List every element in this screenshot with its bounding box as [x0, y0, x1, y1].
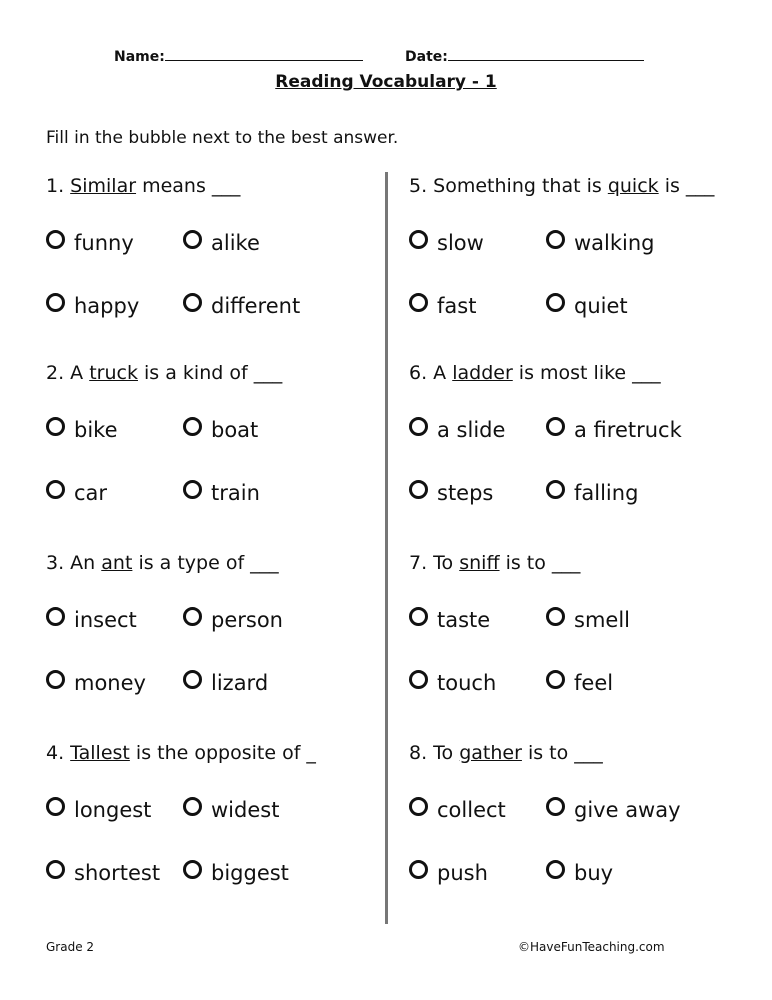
- bubble-icon[interactable]: [183, 480, 202, 499]
- answer-option[interactable]: [46, 294, 139, 318]
- option-label: car: [74, 481, 108, 505]
- option-label: steps: [437, 481, 494, 505]
- bubble-icon[interactable]: [546, 670, 565, 689]
- vocab-word: ladder: [452, 362, 513, 384]
- vocab-word: gather: [459, 742, 522, 764]
- bubble-icon[interactable]: [183, 230, 202, 249]
- bubble-icon[interactable]: [409, 670, 428, 689]
- answer-option[interactable]: [546, 671, 613, 695]
- option-label: lizard: [211, 671, 269, 695]
- question-prefix: An: [70, 552, 102, 574]
- answer-option[interactable]: [546, 481, 638, 505]
- question-prefix: Something that is: [433, 175, 608, 197]
- question-number: 7.: [409, 552, 434, 574]
- bubble-icon[interactable]: [46, 797, 65, 816]
- option-label: funny: [74, 231, 134, 255]
- answer-option[interactable]: [46, 481, 107, 505]
- name-label: Name:: [114, 49, 165, 65]
- name-line[interactable]: [165, 46, 363, 61]
- option-label: push: [437, 861, 488, 885]
- answer-option[interactable]: [183, 671, 268, 695]
- bubble-icon[interactable]: [409, 860, 428, 879]
- bubble-icon[interactable]: [46, 417, 65, 436]
- bubble-icon[interactable]: [546, 417, 565, 436]
- bubble-icon[interactable]: [546, 860, 565, 879]
- option-label: alike: [211, 231, 260, 255]
- vocab-word: truck: [89, 362, 138, 384]
- bubble-icon[interactable]: [183, 670, 202, 689]
- answer-option[interactable]: [546, 861, 613, 885]
- instructions: Fill in the bubble next to the best answer.: [46, 128, 399, 148]
- bubble-icon[interactable]: [546, 480, 565, 499]
- question-number: 6.: [409, 362, 434, 384]
- bubble-icon[interactable]: [546, 607, 565, 626]
- option-label: fast: [437, 294, 477, 318]
- option-label: feel: [574, 671, 614, 695]
- bubble-icon[interactable]: [46, 670, 65, 689]
- question-prefix: To: [433, 742, 460, 764]
- option-label: train: [211, 481, 260, 505]
- bubble-icon[interactable]: [409, 417, 428, 436]
- option-label: smell: [574, 608, 630, 632]
- column-divider: [385, 172, 388, 924]
- option-label: bike: [74, 418, 118, 442]
- answer-option[interactable]: [546, 294, 628, 318]
- answer-option[interactable]: [409, 294, 476, 318]
- question-suffix: is a kind of ___: [137, 362, 283, 384]
- question-suffix: is most like ___: [512, 362, 661, 384]
- answer-option[interactable]: [183, 294, 300, 318]
- option-label: slow: [437, 231, 484, 255]
- answer-option[interactable]: [183, 861, 289, 885]
- option-label: shortest: [74, 861, 161, 885]
- bubble-icon[interactable]: [409, 480, 428, 499]
- answer-option[interactable]: [46, 798, 151, 822]
- bubble-icon[interactable]: [409, 797, 428, 816]
- option-label: different: [211, 294, 301, 318]
- answer-option[interactable]: [409, 861, 488, 885]
- option-label: walking: [574, 231, 655, 255]
- option-label: taste: [437, 608, 491, 632]
- answer-option[interactable]: [546, 231, 655, 255]
- answer-option[interactable]: [546, 798, 681, 822]
- vocab-word: Similar: [70, 175, 137, 197]
- bubble-icon[interactable]: [183, 417, 202, 436]
- name-field[interactable]: [114, 46, 363, 65]
- question-3: [46, 552, 279, 574]
- question-2: [46, 362, 282, 384]
- answer-option[interactable]: [409, 671, 496, 695]
- title-text: Reading Vocabulary - 1: [275, 72, 497, 92]
- option-label: person: [211, 608, 283, 632]
- question-number: 1.: [46, 175, 71, 197]
- vocab-word: quick: [607, 175, 659, 197]
- bubble-icon[interactable]: [546, 797, 565, 816]
- bubble-icon[interactable]: [46, 230, 65, 249]
- option-label: longest: [74, 798, 152, 822]
- option-label: falling: [574, 481, 639, 505]
- question-suffix: is to ___: [521, 742, 603, 764]
- grade-label: Grade 2: [46, 940, 95, 954]
- bubble-icon[interactable]: [183, 293, 202, 312]
- answer-option[interactable]: [46, 861, 160, 885]
- answer-option[interactable]: [546, 608, 630, 632]
- answer-option[interactable]: [183, 418, 258, 442]
- vocab-word: ant: [101, 552, 133, 574]
- bubble-icon[interactable]: [46, 293, 65, 312]
- answer-option[interactable]: [409, 481, 493, 505]
- option-label: give away: [574, 798, 681, 822]
- date-label: Date:: [405, 49, 448, 65]
- answer-option[interactable]: [46, 231, 134, 255]
- bubble-icon[interactable]: [46, 607, 65, 626]
- page-title: [0, 72, 772, 92]
- bubble-icon[interactable]: [183, 797, 202, 816]
- question-number: 3.: [46, 552, 71, 574]
- question-suffix: is the opposite of _: [129, 742, 316, 764]
- question-prefix: To: [433, 552, 460, 574]
- question-number: 4.: [46, 742, 71, 764]
- question-5: [409, 175, 714, 197]
- question-suffix: means ___: [136, 175, 241, 197]
- bubble-icon[interactable]: [546, 293, 565, 312]
- question-suffix: is to ___: [499, 552, 581, 574]
- option-label: quiet: [574, 294, 628, 318]
- question-1: [46, 175, 240, 197]
- answer-option[interactable]: [409, 608, 490, 632]
- question-6: [409, 362, 661, 384]
- answer-option[interactable]: [183, 481, 260, 505]
- option-label: insect: [74, 608, 137, 632]
- bubble-icon[interactable]: [46, 860, 65, 879]
- question-prefix: A: [70, 362, 90, 384]
- option-label: happy: [74, 294, 140, 318]
- bubble-icon[interactable]: [183, 860, 202, 879]
- bubble-icon[interactable]: [409, 230, 428, 249]
- option-label: boat: [211, 418, 259, 442]
- answer-option[interactable]: [409, 798, 506, 822]
- vocab-word: Tallest: [70, 742, 130, 764]
- answer-option[interactable]: [546, 418, 682, 442]
- option-label: widest: [211, 798, 280, 822]
- answer-option[interactable]: [409, 418, 505, 442]
- answer-option[interactable]: [183, 231, 260, 255]
- question-7: [409, 552, 580, 574]
- bubble-icon[interactable]: [46, 480, 65, 499]
- option-label: touch: [437, 671, 497, 695]
- date-field[interactable]: [405, 46, 644, 65]
- answer-option[interactable]: [46, 608, 137, 632]
- option-label: a firetruck: [574, 418, 682, 442]
- option-label: collect: [437, 798, 506, 822]
- bubble-icon[interactable]: [409, 607, 428, 626]
- date-line[interactable]: [448, 46, 644, 61]
- answer-option[interactable]: [183, 608, 283, 632]
- answer-option[interactable]: [46, 418, 118, 442]
- option-label: money: [74, 671, 146, 695]
- answer-option[interactable]: [409, 231, 484, 255]
- question-suffix: is a type of ___: [132, 552, 279, 574]
- answer-option[interactable]: [46, 671, 146, 695]
- question-prefix: A: [433, 362, 453, 384]
- copyright: ©HaveFunTeaching.com: [518, 940, 665, 954]
- bubble-icon[interactable]: [409, 293, 428, 312]
- option-label: a slide: [437, 418, 506, 442]
- question-number: 2.: [46, 362, 71, 384]
- bubble-icon[interactable]: [183, 607, 202, 626]
- vocab-word: sniff: [459, 552, 500, 574]
- question-4: [46, 742, 316, 764]
- question-suffix: is ___: [658, 175, 715, 197]
- question-number: 8.: [409, 742, 434, 764]
- answer-option[interactable]: [183, 798, 279, 822]
- question-8: [409, 742, 603, 764]
- bubble-icon[interactable]: [546, 230, 565, 249]
- question-number: 5.: [409, 175, 434, 197]
- option-label: buy: [574, 861, 614, 885]
- option-label: biggest: [211, 861, 289, 885]
